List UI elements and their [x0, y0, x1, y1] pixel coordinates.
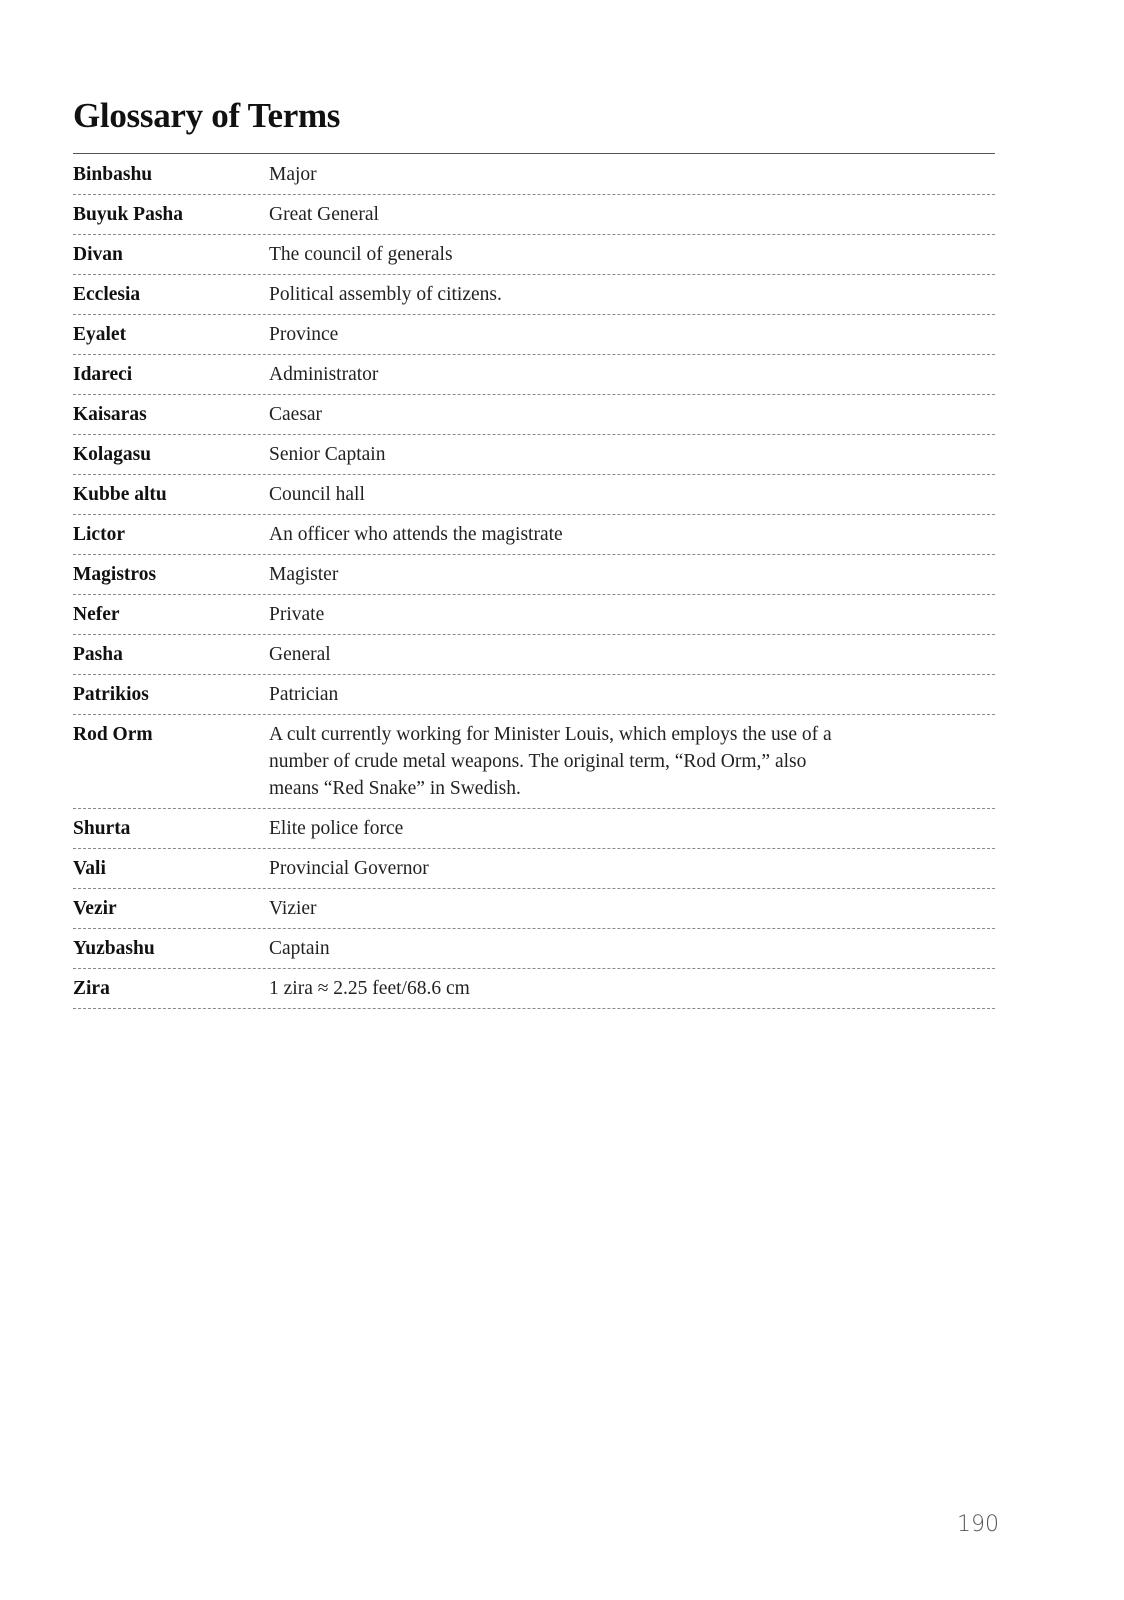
glossary-definition: An officer who attends the magistrate: [269, 524, 563, 545]
glossary-term: Buyuk Pasha: [73, 204, 184, 225]
glossary-term: Yuzbashu: [73, 938, 155, 959]
glossary-row: [73, 555, 995, 595]
glossary-definition: Private: [269, 604, 325, 625]
glossary-row: [73, 515, 995, 555]
glossary-row: [73, 595, 995, 635]
glossary-term: Nefer: [73, 604, 120, 625]
glossary-term: Idareci: [73, 364, 133, 385]
glossary-row: [73, 889, 995, 929]
glossary-definition: Patrician: [269, 684, 339, 705]
glossary-term: Ecclesia: [73, 284, 141, 305]
glossary-row: [73, 635, 995, 675]
glossary-definition: Great General: [269, 204, 379, 225]
glossary-row: [73, 929, 995, 969]
glossary-row: [73, 435, 995, 475]
glossary-row: [73, 475, 995, 515]
glossary-definition: Major: [269, 164, 317, 185]
glossary-term: Lictor: [73, 524, 125, 545]
glossary-row: [73, 395, 995, 435]
glossary-term: Kaisaras: [73, 404, 147, 425]
glossary-term: Rod Orm: [73, 724, 153, 745]
glossary-definition: Administrator: [269, 364, 379, 385]
glossary-term: Kubbe altu: [73, 484, 167, 505]
glossary-definition: General: [269, 644, 331, 665]
glossary-row: [73, 315, 995, 355]
glossary-row: [73, 235, 995, 275]
glossary-definition: 1 zira ≈ 2.25 feet/68.6 cm: [269, 978, 470, 999]
glossary-term: Vezir: [73, 898, 117, 919]
glossary-row: [73, 715, 995, 809]
glossary-definition: Senior Captain: [269, 444, 386, 465]
glossary-row: [73, 969, 995, 1009]
glossary-table: [73, 155, 995, 1009]
glossary-term: Vali: [73, 858, 106, 879]
glossary-definition: Magister: [269, 564, 339, 585]
glossary-term: Divan: [73, 244, 123, 265]
glossary-definition: Council hall: [269, 484, 365, 505]
glossary-term: Magistros: [73, 564, 157, 585]
glossary-term: Eyalet: [73, 324, 127, 345]
glossary-term: Pasha: [73, 644, 123, 665]
glossary-term: Shurta: [73, 818, 131, 839]
glossary-definition: A cult currently working for Minister Louis, which employs the use of a number of crude metal weapons. The original term, “Rod Orm,” also means “Red Snake” in Swedish.: [269, 724, 832, 799]
glossary-row: [73, 675, 995, 715]
glossary-row: [73, 195, 995, 235]
glossary-term: Patrikios: [73, 684, 149, 705]
page-number: 190: [957, 1512, 999, 1537]
page-title: Glossary of Terms: [73, 96, 341, 135]
glossary-row: [73, 809, 995, 849]
glossary-definition: Elite police force: [269, 818, 404, 839]
glossary-definition: Province: [269, 324, 339, 345]
glossary-row: [73, 849, 995, 889]
glossary-term: Kolagasu: [73, 444, 152, 465]
title-divider: [73, 153, 995, 154]
glossary-definition: The council of generals: [269, 244, 453, 265]
glossary-term: Zira: [73, 978, 110, 999]
glossary-definition: Political assembly of citizens.: [269, 284, 502, 305]
glossary-definition: Provincial Governor: [269, 858, 429, 879]
glossary-definition: Vizier: [269, 898, 317, 919]
glossary-term: Binbashu: [73, 164, 153, 185]
glossary-row: [73, 355, 995, 395]
glossary-definition: Captain: [269, 938, 330, 959]
glossary-row: [73, 275, 995, 315]
glossary-definition: Caesar: [269, 404, 323, 425]
glossary-row: [73, 155, 995, 195]
